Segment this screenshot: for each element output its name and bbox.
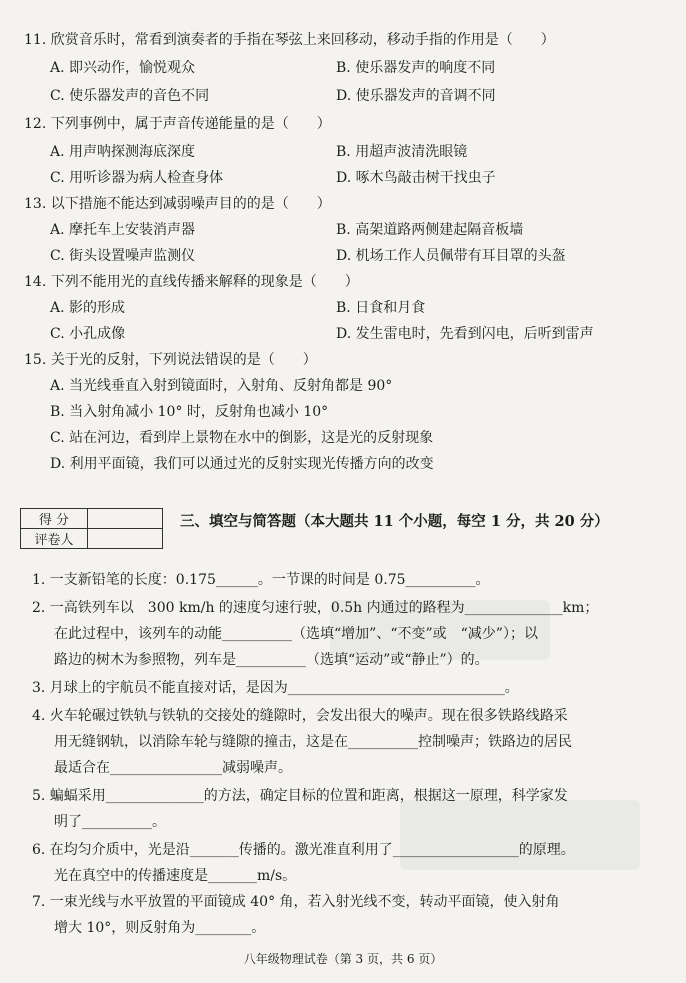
fill-question-7-line-1: 7. 一束光线与水平放置的平面镜成 40° 角，若入射光线不变，转动平面镜，使入射角 [32,894,560,910]
fill-question-6-line-2: 光在真空中的传播速度是_______m/s。 [54,868,297,884]
fill-question-4-line-3: 最适合在________________减弱噪声。 [54,760,292,776]
q11-option-b: B. 使乐器发声的响度不同 [336,60,496,76]
question-14-stem: 14. 下列不能用光的直线传播来解释的现象是（ ） [24,274,359,290]
question-13-stem: 13. 以下措施不能达到减弱噪声目的的是（ ） [24,196,331,212]
fill-question-4-line-1: 4. 火车轮碾过铁轨与铁轨的交接处的缝隙时，会发出很大的噪声。现在很多铁路线路采 [32,708,568,724]
fill-question-2-line-3: 路边的树木为参照物，列车是__________（选填“运动”或“静止”）的。 [54,652,489,668]
q12-option-a: A. 用声呐探测海底深度 [50,144,196,160]
fill-question-5-line-2: 明了__________。 [54,814,166,830]
score-value-cell [88,509,163,529]
q12-option-d: D. 啄木鸟敲击树干找虫子 [336,170,496,186]
q13-option-c: C. 街头设置噪声监测仪 [50,248,196,264]
fill-question-2-line-2: 在此过程中，该列车的动能__________（选填“增加”、“不变”或 “减少”）；以 [54,626,538,642]
section-3-title: 三、填空与简答题（本大题共 11 个小题，每空 1 分，共 20 分） [180,513,609,530]
question-11-stem: 11. 欣赏音乐时，常看到演奏者的手指在琴弦上来回移动，移动手指的作用是（ ） [24,32,555,48]
q13-option-a: A. 摩托车上安装消声器 [50,222,196,238]
grader-label: 评卷人 [21,529,88,549]
q11-option-a: A. 即兴动作，愉悦观众 [50,60,196,76]
fill-question-3: 3. 月球上的宇航员不能直接对话，是因为_______________________________。 [32,680,519,696]
fill-question-4-line-2: 用无缝钢轨，以消除车轮与缝隙的撞击，这是在__________控制噪声；铁路边的居民 [54,734,572,750]
q12-option-c: C. 用听诊器为病人检查身体 [50,170,224,186]
grader-value-cell [88,529,163,549]
question-15-stem: 15. 关于光的反射，下列说法错误的是（ ） [24,352,317,368]
q14-option-a: A. 影的形成 [50,300,126,316]
fill-question-5-line-1: 5. 蝙蝠采用______________的方法，确定目标的位置和距离，根据这一原理，科学家发 [32,788,568,804]
page-footer: 八年级物理试卷（第 3 页，共 6 页） [243,952,443,966]
q12-option-b: B. 用超声波清洗眼镜 [336,144,468,160]
q11-option-c: C. 使乐器发声的音色不同 [50,88,210,104]
q15-option-b: B. 当入射角减小 10° 时，反射角也减小 10° [50,404,329,420]
q15-option-a: A. 当光线垂直入射到镜面时，入射角、反射角都是 90° [50,378,393,394]
q13-option-d: D. 机场工作人员佩带有耳目罩的头盔 [336,248,566,264]
fill-question-1: 1. 一支新铅笔的长度：0.175______。一节课的时间是 0.75__________。 [32,572,490,588]
q14-option-c: C. 小孔成像 [50,326,126,342]
question-12-stem: 12. 下列事例中，属于声音传递能量的是（ ） [24,116,331,132]
q15-option-d: D. 利用平面镜，我们可以通过光的反射实现光传播方向的改变 [50,456,434,472]
q11-option-d: D. 使乐器发声的音调不同 [336,88,496,104]
fill-question-2-line-1: 2. 一高铁列车以 300 km/h 的速度匀速行驶，0.5h 内通过的路程为______________km； [32,600,599,616]
fill-question-7-line-2: 增大 10°，则反射角为________。 [54,920,266,936]
q14-option-b: B. 日食和月食 [336,300,426,316]
q13-option-b: B. 高架道路两侧建起隔音板墙 [336,222,524,238]
q15-option-c: C. 站在河边，看到岸上景物在水中的倒影，这是光的反射现象 [50,430,434,446]
fill-question-6-line-1: 6. 在均匀介质中，光是沿_______传播的。激光准直利用了__________________的原理。 [32,842,575,858]
score-label: 得 分 [21,509,88,529]
score-box [20,508,163,549]
q14-option-d: D. 发生雷电时，先看到闪电，后听到雷声 [336,326,594,342]
